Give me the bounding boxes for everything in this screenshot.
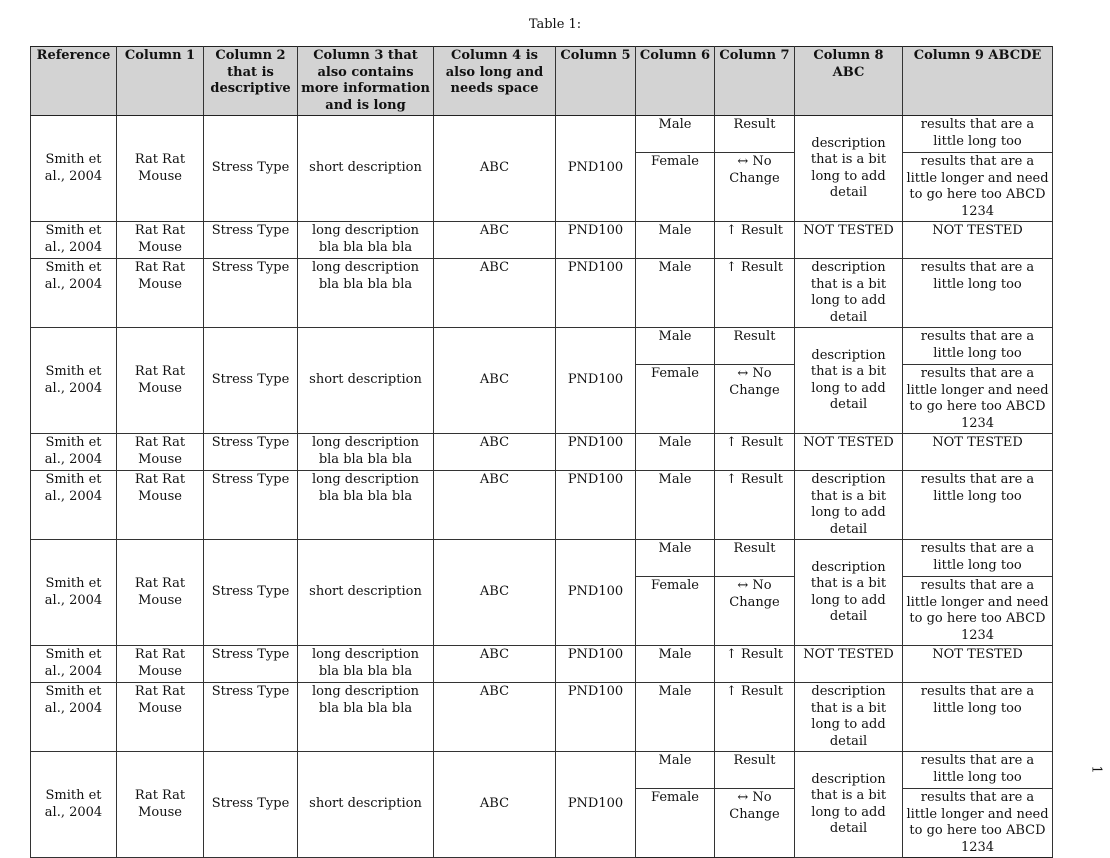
- table-cell: Stress Type: [204, 222, 298, 259]
- table-cell: Rat Rat Mouse: [117, 434, 204, 471]
- table-cell: ↑ Result: [715, 222, 795, 259]
- table-cell: Stress Type: [204, 540, 298, 646]
- table-row: [31, 646, 1053, 683]
- table-cell: Smith et al., 2004: [31, 752, 117, 858]
- table-cell: Stress Type: [204, 116, 298, 222]
- table-row: [31, 683, 1053, 752]
- table-cell: results that are a little long too: [903, 259, 1053, 328]
- table-cell: short description: [298, 116, 434, 222]
- header-cell: Column 9 ABCDE: [903, 47, 1053, 116]
- table-cell: ↑ Result: [715, 471, 795, 540]
- table-cell: ↔ No Change: [715, 577, 795, 646]
- table-cell: long description bla bla bla bla: [298, 259, 434, 328]
- table-cell: Smith et al., 2004: [31, 116, 117, 222]
- table-cell: NOT TESTED: [795, 222, 903, 259]
- table-cell: long description bla bla bla bla: [298, 471, 434, 540]
- table-cell: ↑ Result: [715, 646, 795, 683]
- table-cell: long description bla bla bla bla: [298, 434, 434, 471]
- table-cell: Stress Type: [204, 471, 298, 540]
- table-cell: PND100: [556, 328, 636, 434]
- header-cell: Column 2 that is descriptive: [204, 47, 298, 116]
- data-table: [30, 46, 1053, 858]
- table-cell: Smith et al., 2004: [31, 434, 117, 471]
- table-cell: Result: [715, 752, 795, 789]
- table-cell: NOT TESTED: [795, 434, 903, 471]
- table-row: [31, 328, 1053, 365]
- header-cell: Column 1: [117, 47, 204, 116]
- table-cell: Female: [636, 577, 715, 646]
- table-cell: description that is a bit long to add detail: [795, 328, 903, 434]
- table-cell: ABC: [434, 434, 556, 471]
- table-cell: NOT TESTED: [903, 222, 1053, 259]
- table-cell: Rat Rat Mouse: [117, 540, 204, 646]
- table-cell: Result: [715, 328, 795, 365]
- table-cell: short description: [298, 540, 434, 646]
- table-cell: Male: [636, 328, 715, 365]
- table-cell: Rat Rat Mouse: [117, 752, 204, 858]
- table-cell: ↔ No Change: [715, 153, 795, 222]
- header-cell: Column 4 is also long and needs space: [434, 47, 556, 116]
- table-cell: ↑ Result: [715, 259, 795, 328]
- table-cell: ABC: [434, 646, 556, 683]
- table-cell: description that is a bit long to add detail: [795, 471, 903, 540]
- table-cell: Smith et al., 2004: [31, 683, 117, 752]
- table-cell: Smith et al., 2004: [31, 328, 117, 434]
- table-cell: PND100: [556, 116, 636, 222]
- table-cell: PND100: [556, 434, 636, 471]
- table-cell: Result: [715, 540, 795, 577]
- table-cell: Male: [636, 471, 715, 540]
- header-cell: Column 5: [556, 47, 636, 116]
- table-cell: Stress Type: [204, 683, 298, 752]
- table-cell: Male: [636, 116, 715, 153]
- table-cell: short description: [298, 752, 434, 858]
- table-cell: Stress Type: [204, 752, 298, 858]
- table-cell: results that are a little long too: [903, 683, 1053, 752]
- table-cell: short description: [298, 328, 434, 434]
- header-cell: Column 6: [636, 47, 715, 116]
- table-cell: Stress Type: [204, 259, 298, 328]
- table-cell: Result: [715, 116, 795, 153]
- table-cell: Female: [636, 153, 715, 222]
- table-cell: long description bla bla bla bla: [298, 646, 434, 683]
- table-cell: Rat Rat Mouse: [117, 683, 204, 752]
- header-cell: Column 8 ABC: [795, 47, 903, 116]
- table-cell: Male: [636, 752, 715, 789]
- table-cell: Male: [636, 222, 715, 259]
- table-cell: Rat Rat Mouse: [117, 646, 204, 683]
- table-cell: results that are a little longer and need to go here too ABCD 1234: [903, 153, 1053, 222]
- table-row: [31, 222, 1053, 259]
- table-cell: description that is a bit long to add detail: [795, 116, 903, 222]
- table-cell: Rat Rat Mouse: [117, 328, 204, 434]
- table-cell: description that is a bit long to add detail: [795, 259, 903, 328]
- page-number: 1: [1088, 765, 1104, 774]
- table-cell: PND100: [556, 259, 636, 328]
- table-cell: results that are a little long too: [903, 540, 1053, 577]
- table-cell: results that are a little long too: [903, 116, 1053, 153]
- table-cell: Male: [636, 434, 715, 471]
- table-cell: long description bla bla bla bla: [298, 683, 434, 752]
- header-cell: Column 3 that also contains more information and is long: [298, 47, 434, 116]
- table-cell: Stress Type: [204, 328, 298, 434]
- table-cell: PND100: [556, 646, 636, 683]
- table-cell: Male: [636, 540, 715, 577]
- table-cell: ABC: [434, 471, 556, 540]
- table-cell: PND100: [556, 471, 636, 540]
- table-cell: ABC: [434, 752, 556, 858]
- table-cell: ↔ No Change: [715, 789, 795, 858]
- table-cell: PND100: [556, 222, 636, 259]
- table-row: [31, 540, 1053, 577]
- table-row: [31, 434, 1053, 471]
- table-cell: NOT TESTED: [903, 434, 1053, 471]
- table-row: [31, 116, 1053, 153]
- table-cell: Stress Type: [204, 646, 298, 683]
- table-cell: Rat Rat Mouse: [117, 259, 204, 328]
- table-cell: results that are a little longer and need to go here too ABCD 1234: [903, 365, 1053, 434]
- table-cell: ABC: [434, 540, 556, 646]
- table-cell: PND100: [556, 683, 636, 752]
- table-cell: NOT TESTED: [795, 646, 903, 683]
- table-cell: long description bla bla bla bla: [298, 222, 434, 259]
- table-cell: Rat Rat Mouse: [117, 222, 204, 259]
- table-cell: description that is a bit long to add detail: [795, 683, 903, 752]
- table-cell: ↑ Result: [715, 683, 795, 752]
- table-cell: Smith et al., 2004: [31, 259, 117, 328]
- table-cell: Rat Rat Mouse: [117, 471, 204, 540]
- table-cell: Female: [636, 789, 715, 858]
- table-caption: Table 1:: [528, 17, 582, 32]
- table-cell: Smith et al., 2004: [31, 540, 117, 646]
- table-cell: Male: [636, 683, 715, 752]
- table-cell: Male: [636, 259, 715, 328]
- table-cell: ↑ Result: [715, 434, 795, 471]
- header-row: [31, 47, 1053, 116]
- table-cell: Smith et al., 2004: [31, 222, 117, 259]
- table-cell: results that are a little long too: [903, 328, 1053, 365]
- header-cell: Reference: [31, 47, 117, 116]
- table-cell: description that is a bit long to add detail: [795, 540, 903, 646]
- table-cell: NOT TESTED: [903, 646, 1053, 683]
- table-cell: results that are a little longer and need to go here too ABCD 1234: [903, 577, 1053, 646]
- header-cell: Column 7: [715, 47, 795, 116]
- table-cell: results that are a little long too: [903, 752, 1053, 789]
- table-cell: results that are a little long too: [903, 471, 1053, 540]
- table-cell: ABC: [434, 222, 556, 259]
- table-cell: ↔ No Change: [715, 365, 795, 434]
- table-cell: Smith et al., 2004: [31, 646, 117, 683]
- table-cell: ABC: [434, 116, 556, 222]
- table-cell: description that is a bit long to add detail: [795, 752, 903, 858]
- table-cell: Smith et al., 2004: [31, 471, 117, 540]
- table-row: [31, 752, 1053, 789]
- table-row: [31, 471, 1053, 540]
- table-cell: ABC: [434, 328, 556, 434]
- table-cell: Rat Rat Mouse: [117, 116, 204, 222]
- table-cell: results that are a little longer and need to go here too ABCD 1234: [903, 789, 1053, 858]
- table-cell: Female: [636, 365, 715, 434]
- table-body: [31, 116, 1053, 858]
- table-cell: PND100: [556, 752, 636, 858]
- table-cell: ABC: [434, 259, 556, 328]
- table-cell: Male: [636, 646, 715, 683]
- table-cell: ABC: [434, 683, 556, 752]
- table-cell: Stress Type: [204, 434, 298, 471]
- table-cell: PND100: [556, 540, 636, 646]
- table-row: [31, 259, 1053, 328]
